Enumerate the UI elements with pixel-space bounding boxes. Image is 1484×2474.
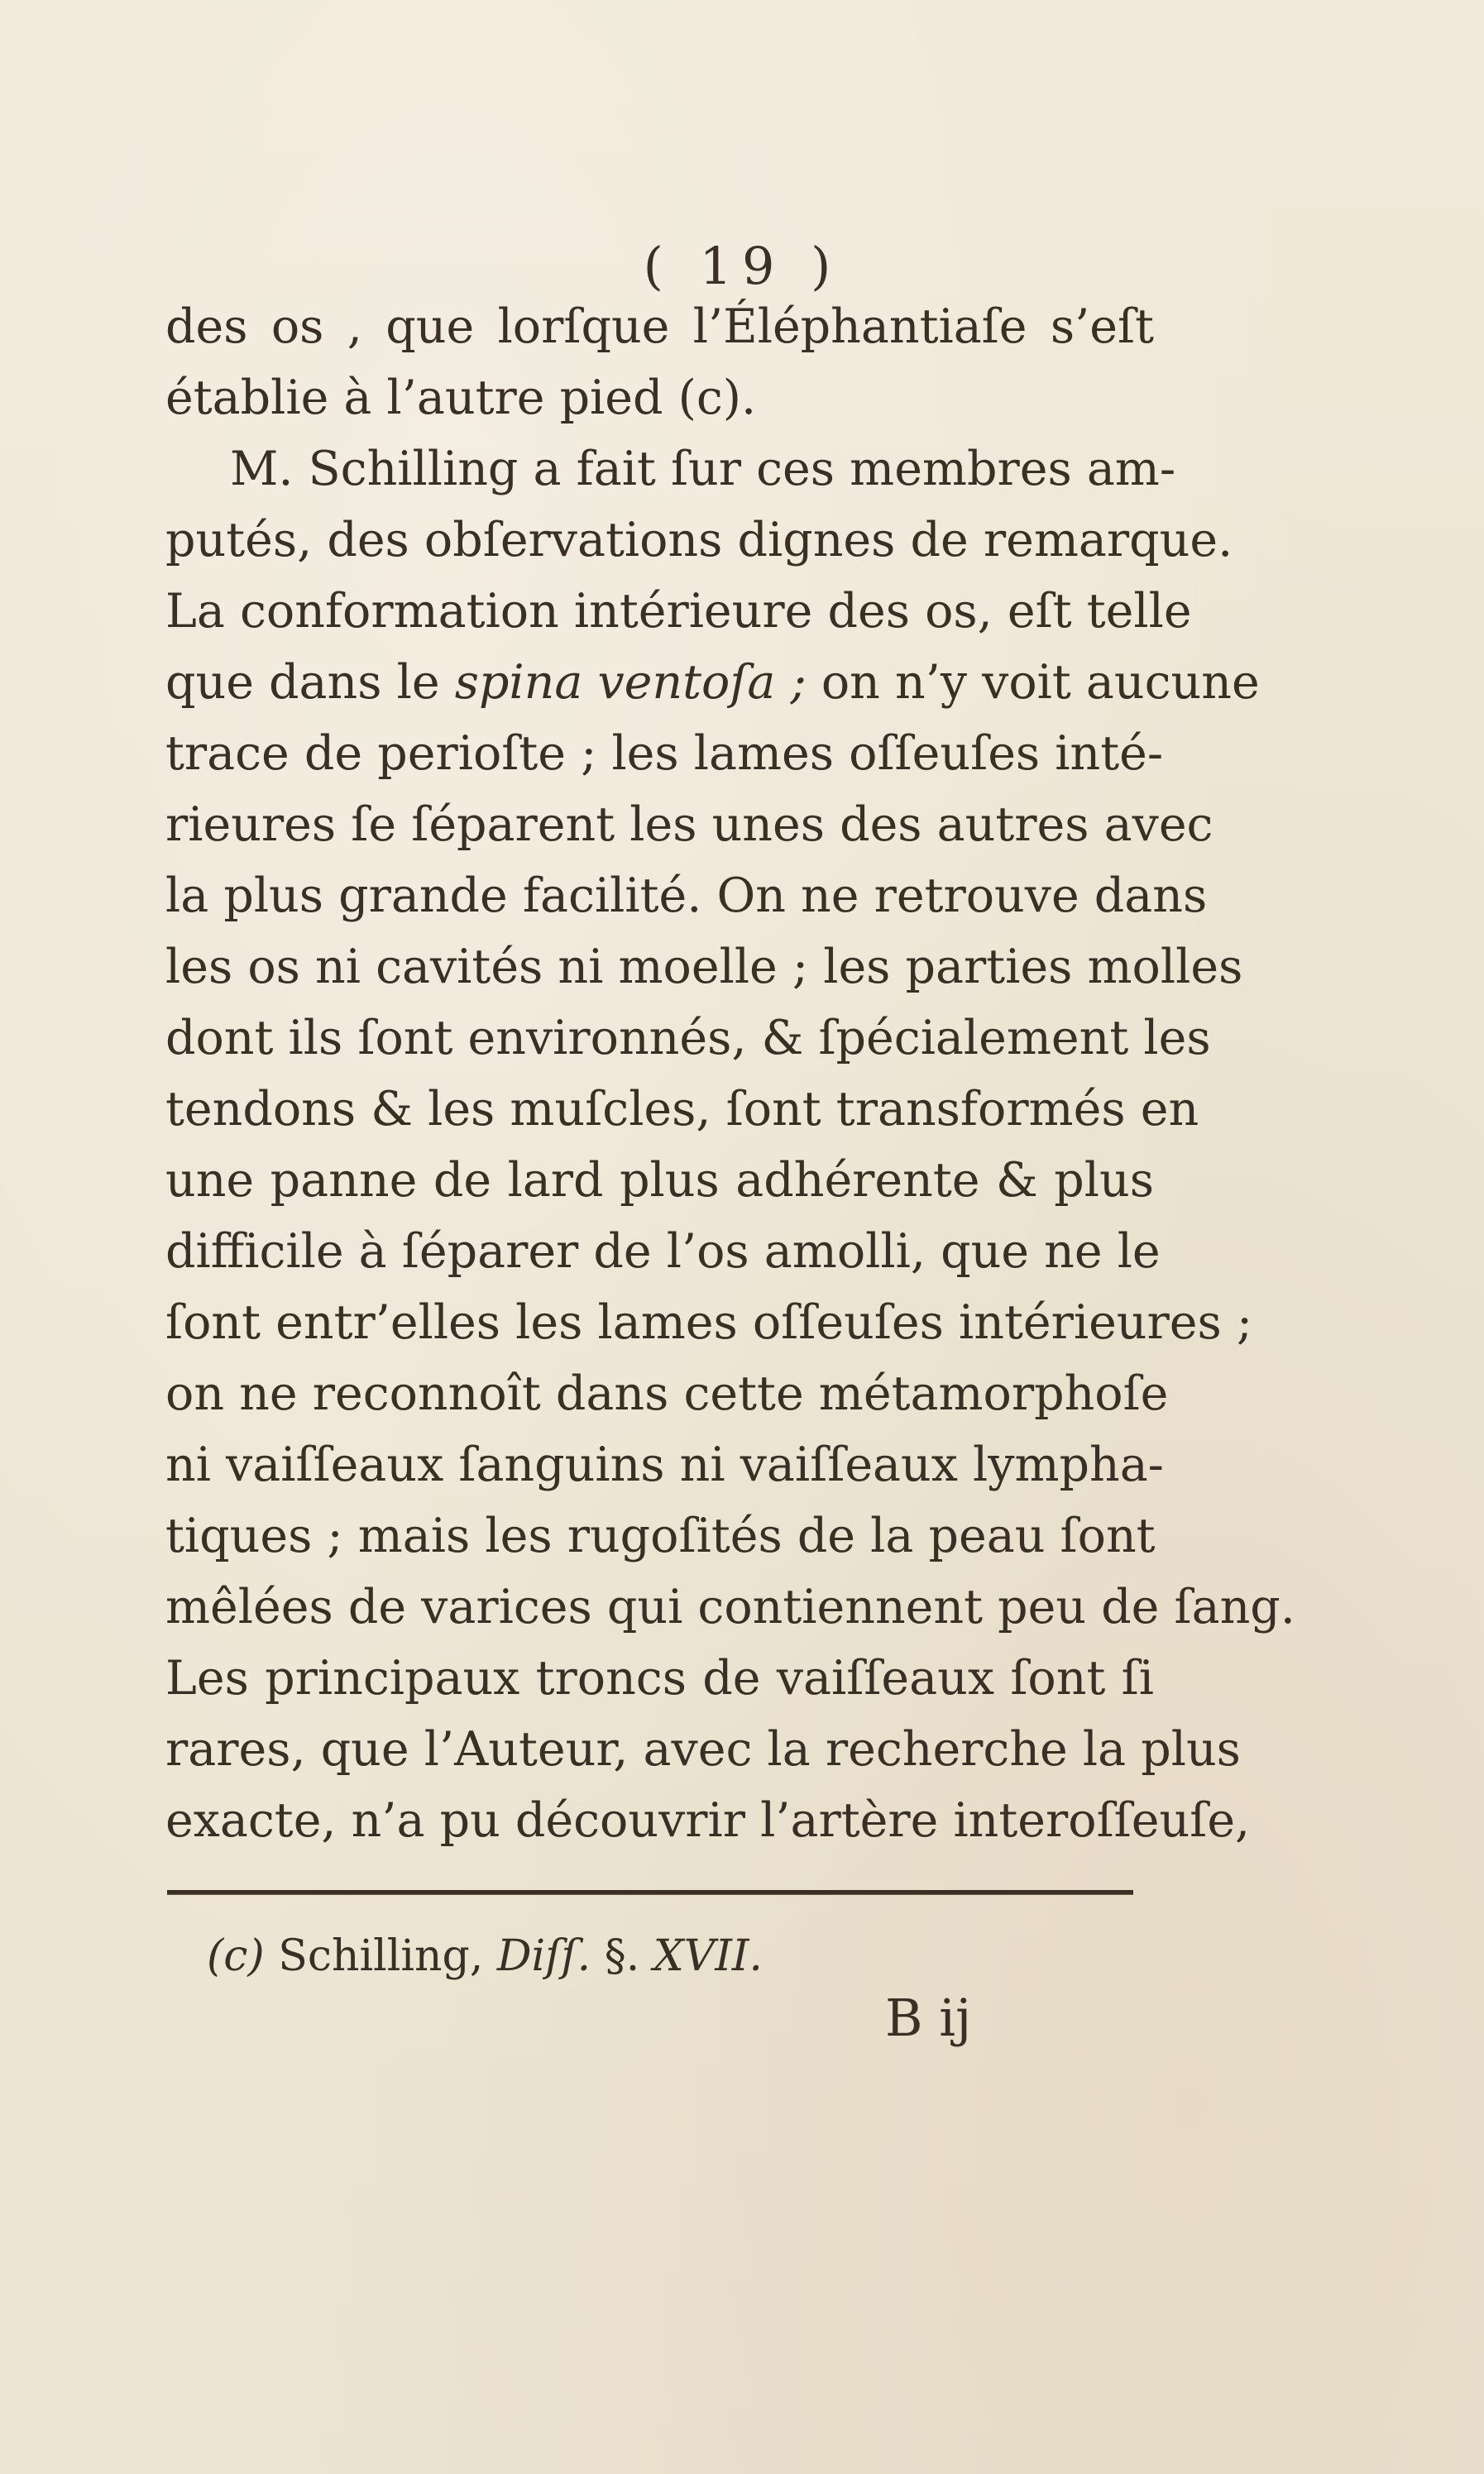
signature-mark: B ij [885, 1988, 972, 2048]
text-line: la plus grande facilité. On ne retrouve dans [165, 869, 1208, 923]
text-line: rieures ſe ſéparent les unes des autres avec [165, 797, 1214, 852]
footnote-rule [167, 1890, 1133, 1895]
text-line: putés, des obſervations dignes de remarque. [165, 513, 1233, 567]
text-line: dont ils ſont environnés, & ſpécialement les [165, 1011, 1211, 1065]
text-line: des os , que lorſque l’Éléphantiaſe s’eſt [165, 299, 1154, 354]
text-segment: que dans le [165, 655, 455, 710]
footnote-work: Diſſ. [496, 1931, 591, 1981]
text-line: tiques ; mais les rugoſités de la peau ſont [165, 1509, 1156, 1563]
text-line: mêlées de varices qui contiennent peu de ſang. [165, 1580, 1295, 1634]
text-line: Les principaux troncs de vaiſſeaux ſont ſi [165, 1651, 1154, 1706]
page-number: ( 19 ) [643, 236, 841, 296]
footnote-section-sign: §. [604, 1931, 640, 1981]
footnote-marker: (c) [207, 1931, 265, 1981]
text-line: tendons & les muſcles, ſont transformés en [165, 1082, 1199, 1137]
body-text [165, 291, 1295, 1856]
text-line: les os ni cavités ni moelle ; les parties molles [165, 940, 1243, 994]
text-line: difficile à ſéparer de l’os amolli, que ne le [165, 1224, 1161, 1279]
text-line: établie à l’autre pied (c). [165, 371, 757, 425]
footnote-author: Schilling, [278, 1931, 484, 1981]
footnote-number: XVII. [653, 1931, 763, 1981]
text-line: on ne reconnoît dans cette métamorphoſe [165, 1366, 1169, 1421]
text-line: trace de perioſte ; les lames oſſeuſes inté- [165, 726, 1164, 781]
text-line: M. Schilling a fait ſur ces membres am- [230, 442, 1176, 496]
text-line: ſont entr’elles les lames oſſeuſes intérieures ; [165, 1295, 1253, 1350]
italic-term: spina ventoſa ; [454, 655, 807, 710]
text-line: La conformation intérieure des os, eſt telle [165, 584, 1192, 639]
text-line [165, 647, 1260, 718]
footnote [207, 1927, 763, 1985]
text-line: ni vaiſſeaux ſanguins ni vaiſſeaux lympha- [165, 1438, 1164, 1492]
text-line: rares, que l’Auteur, avec la recherche la plus [165, 1722, 1241, 1777]
text-segment: on n’y voit aucune [806, 655, 1260, 710]
text-line: exacte, n’a pu découvrir l’artère interoſſeuſe, [165, 1793, 1251, 1848]
text-line: une panne de lard plus adhérente & plus [165, 1153, 1154, 1208]
